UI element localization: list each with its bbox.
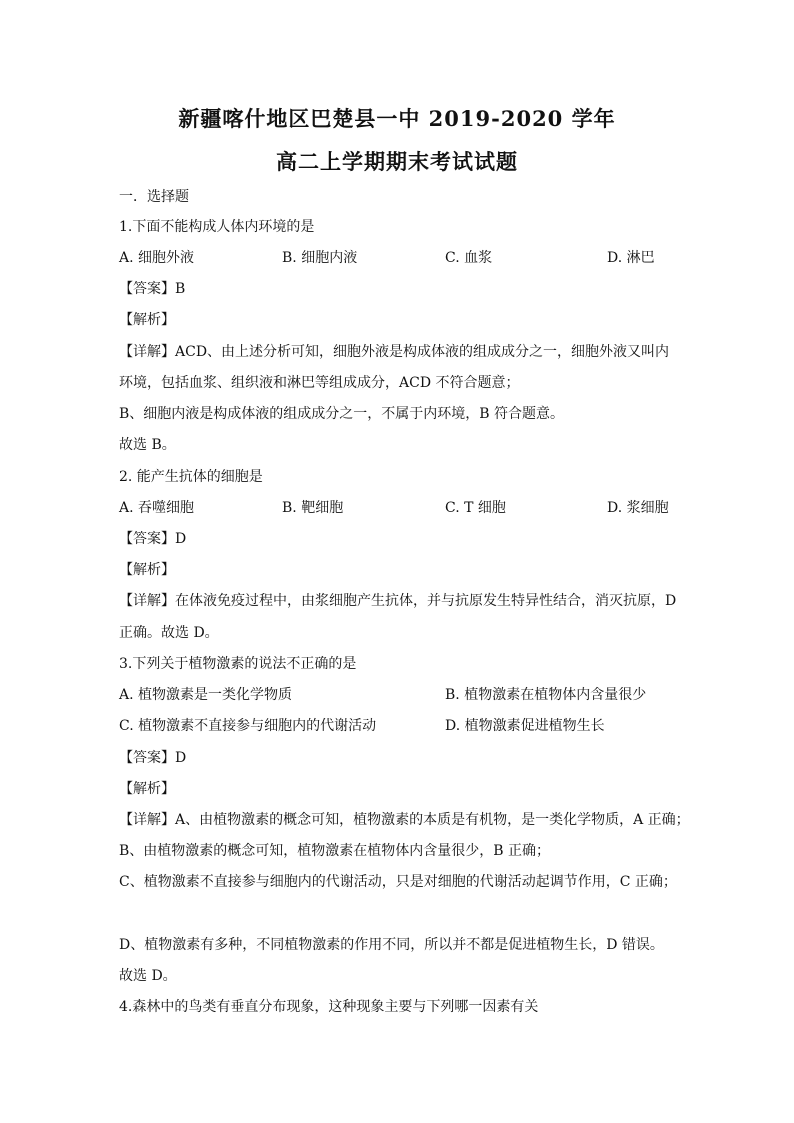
q1-detail-text: ACD、由上述分析可知，细胞外液是构成体液的组成成分之一，细胞外液又叫内 <box>175 344 670 360</box>
q3-stem: 3.下列关于植物激素的说法不正确的是 <box>119 656 357 672</box>
title-line-2: 高二上学期期末考试试题 <box>276 149 518 174</box>
q1-analysis-label: 【解析】 <box>119 312 175 328</box>
q1-detail-1 <box>119 343 669 361</box>
q1-option-a: A. 细胞外液 <box>119 250 195 266</box>
q1-detail-4: 故选 B。 <box>119 437 176 453</box>
q3-analysis-label: 【解析】 <box>119 781 175 797</box>
section-heading: 一．选择题 <box>119 189 189 205</box>
q3-detail-text: A、由植物激素的概念可知，植物激素的本质是有机物，是一类化学物质，A 正确； <box>175 812 690 828</box>
q1-option-c: C. 血浆 <box>445 250 493 266</box>
q2-detail-text: 在体液免疫过程中，由浆细胞产生抗体，并与抗原发生特异性结合，消灭抗原，D <box>175 593 677 609</box>
q2-option-b: B. 靶细胞 <box>282 500 344 516</box>
q1-answer: 【答案】B <box>119 281 186 297</box>
q3-option-c: C. 植物激素不直接参与细胞内的代谢活动 <box>119 718 377 734</box>
q2-detail-1 <box>119 592 676 610</box>
q3-detail-4: D、植物激素有多种，不同植物激素的作用不同，所以并不都是促进植物生长，D 错误。 <box>119 937 664 953</box>
q2-answer: 【答案】D <box>119 531 187 547</box>
q2-detail-2: 正确。故选 D。 <box>119 625 219 641</box>
q3-answer: 【答案】D <box>119 750 187 766</box>
q1-stem: 1.下面不能构成人体内环境的是 <box>119 219 315 235</box>
q3-option-b: B. 植物激素在植物体内含量很少 <box>445 687 647 703</box>
q3-option-d: D. 植物激素促进植物生长 <box>445 718 605 734</box>
q4-stem: 4.森林中的鸟类有垂直分布现象，这种现象主要与下列哪一因素有关 <box>119 999 539 1015</box>
q2-option-d: D. 浆细胞 <box>607 500 669 516</box>
q3-detail-5: 故选 D。 <box>119 968 177 984</box>
q1-detail-tag: 【详解】 <box>119 344 175 360</box>
q2-option-a: A. 吞噬细胞 <box>119 500 195 516</box>
q2-stem: 2. 能产生抗体的细胞是 <box>119 469 263 485</box>
q1-option-d: D. 淋巴 <box>607 250 655 266</box>
q2-detail-tag: 【详解】 <box>119 593 175 609</box>
q3-detail-tag: 【详解】 <box>119 812 175 828</box>
q1-detail-3: B、细胞内液是构成体液的组成成分之一，不属于内环境，B 符合题意。 <box>119 406 565 422</box>
q1-option-b: B. 细胞内液 <box>282 250 358 266</box>
q1-detail-2: 环境，包括血浆、组织液和淋巴等组成成分，ACD 不符合题意； <box>119 375 520 391</box>
q3-detail-3: C、植物激素不直接参与细胞内的代谢活动，只是对细胞的代谢活动起调节作用，C 正确； <box>119 874 677 890</box>
q3-detail-1 <box>119 811 690 829</box>
title-line-1: 新疆喀什地区巴楚县一中 2019-2020 学年 <box>178 106 616 131</box>
q2-analysis-label: 【解析】 <box>119 562 175 578</box>
q3-detail-2: B、由植物激素的概念可知，植物激素在植物体内含量很少，B 正确； <box>119 843 551 859</box>
q2-option-c: C. T 细胞 <box>445 500 506 516</box>
q3-option-a: A. 植物激素是一类化学物质 <box>119 687 293 703</box>
